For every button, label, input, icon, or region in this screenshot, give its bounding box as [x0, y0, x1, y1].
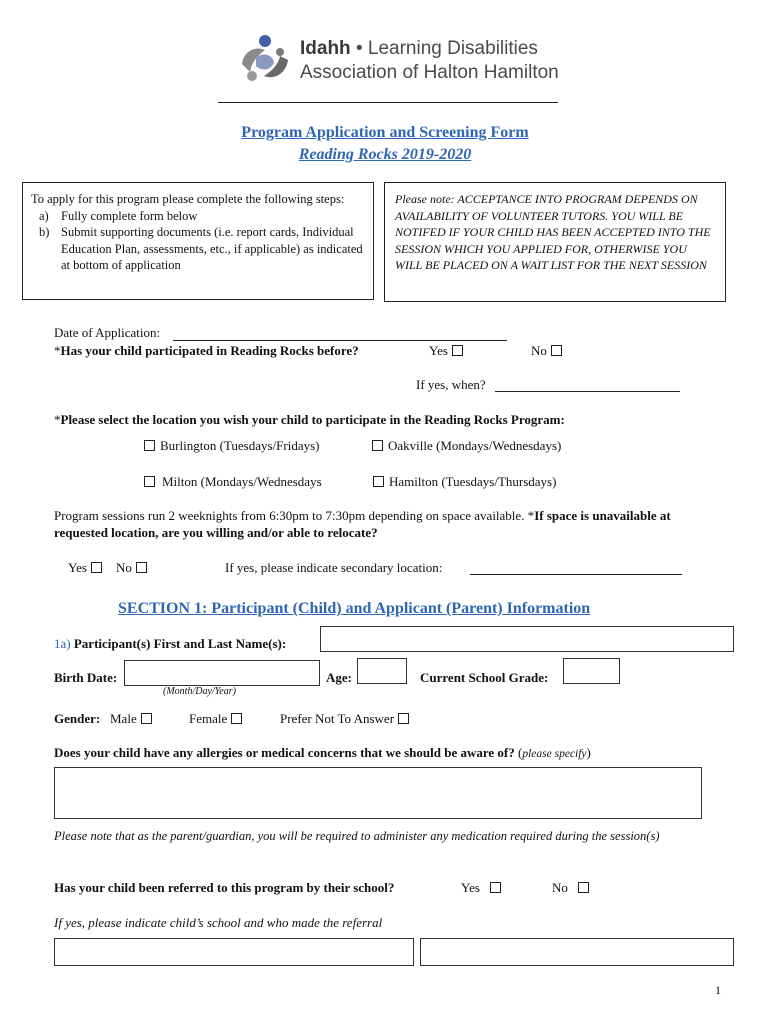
location-asterisk: * — [54, 412, 61, 427]
gender-female-checkbox[interactable] — [231, 713, 242, 724]
org-name-rest: • Learning Disabilities — [355, 38, 538, 59]
gender-male — [110, 711, 152, 727]
location-option-hamilton[interactable] — [373, 474, 556, 490]
org-name-bold: Idahh — [300, 38, 351, 59]
medication-note: Please note that as the parent/guardian, you will be required to administer any medication required during the session(s) — [54, 829, 660, 843]
referred-question: Has your child been referred to this program by their school? — [54, 880, 395, 895]
logo-icon — [234, 32, 296, 88]
sessions-text: Program sessions run 2 weeknights from 6:30pm to 7:30pm depending on space available. * — [54, 508, 535, 523]
participated-no-label: No — [531, 343, 547, 358]
location-option-oakville[interactable] — [372, 438, 561, 454]
referral-school-input[interactable] — [54, 938, 414, 966]
referred-no-label: No — [552, 880, 568, 895]
notice-box — [384, 182, 726, 302]
secondary-location-label: If yes, please indicate secondary location: — [225, 560, 443, 575]
allergy-question-text: Does your child have any allergies or medical concerns that we should be aware of? — [54, 745, 515, 760]
referred-yes-checkbox[interactable] — [490, 882, 501, 893]
age-input[interactable] — [357, 658, 407, 684]
step-b-marker: b) — [39, 225, 50, 239]
milton-checkbox[interactable] — [144, 476, 155, 487]
instructions-step-b — [31, 224, 365, 274]
referred-no-checkbox[interactable] — [578, 882, 589, 893]
org-name-line1 — [300, 38, 538, 60]
school-grade-label: Current School Grade: — [420, 670, 549, 685]
org-name-line2: Association of Halton Hamilton — [300, 62, 559, 83]
step-a-marker: a) — [39, 208, 49, 223]
participant-name-label: Participant(s) First and Last Name(s): — [73, 636, 287, 651]
relocate-yes-checkbox[interactable] — [91, 562, 102, 573]
if-yes-when-field[interactable] — [495, 391, 680, 392]
location-option-milton[interactable] — [144, 474, 322, 490]
gender-label: Gender: — [54, 711, 101, 726]
logo — [234, 32, 296, 88]
burlington-checkbox[interactable] — [144, 440, 155, 451]
referred-yes-label: Yes — [461, 880, 480, 895]
relocate-no — [116, 560, 147, 576]
relocate-question: If space is unavailable at requested location, are you willing and/or able to relocate? — [54, 508, 671, 540]
location-prompt — [54, 412, 565, 428]
hamilton-checkbox[interactable] — [373, 476, 384, 487]
allergy-input[interactable] — [54, 767, 702, 819]
school-grade-input[interactable] — [563, 658, 620, 684]
referred-yes — [461, 880, 501, 896]
gender-male-label: Male — [110, 711, 137, 726]
secondary-location-field[interactable] — [470, 574, 682, 575]
relocate-no-label: No — [116, 560, 132, 575]
birth-date-hint: (Month/Day/Year) — [163, 686, 236, 697]
referred-no — [552, 880, 589, 896]
sessions-paragraph — [54, 508, 694, 541]
participated-no — [531, 343, 562, 359]
step-a-text: Fully complete form below — [61, 208, 198, 223]
birth-date-label: Birth Date: — [54, 670, 118, 685]
oakville-label: Oakville (Mondays/Wednesdays) — [388, 438, 562, 453]
birth-date-input[interactable] — [124, 660, 320, 686]
allergy-close-paren: ) — [586, 745, 591, 760]
participated-asterisk: * — [54, 343, 61, 358]
hamilton-label: Hamilton (Tuesdays/Thursdays) — [389, 474, 557, 489]
allergy-hint: please specify — [522, 748, 587, 760]
instructions-box — [22, 182, 374, 300]
participated-question — [54, 343, 359, 359]
participant-name-input[interactable] — [320, 626, 734, 652]
participated-yes-checkbox[interactable] — [452, 345, 463, 356]
notice-text: Please note: ACCEPTANCE INTO PROGRAM DEPENDS ON AVAILABILITY OF VOLUNTEER TUTORS. YOU WILL BE NOTIFED IF YOUR CHILD HAS BEEN ACCEPTED INTO THE SESSION WHICH YOU APPLIED FOR, OTHERWISE YOU WILL BE PLACED ON A WAIT LIST FOR THE NEXT SESSION — [395, 192, 711, 272]
participated-yes-label: Yes — [429, 343, 448, 358]
section1-heading: SECTION 1: Participant (Child) and Applicant (Parent) Information — [118, 600, 591, 617]
participated-label: Has your child participated in Reading Rocks before? — [60, 343, 359, 358]
gender-male-checkbox[interactable] — [141, 713, 152, 724]
relocate-yes-label: Yes — [68, 560, 87, 575]
instructions-step-a — [31, 208, 365, 225]
gender-prefer-checkbox[interactable] — [398, 713, 409, 724]
referral-person-input[interactable] — [420, 938, 734, 966]
step-b-text: Submit supporting documents (i.e. report cards, Individual Education Plan, assessments, etc., if applicable) as indicated at bottom of application — [61, 225, 363, 272]
if-yes-when-label: If yes, when? — [416, 377, 486, 392]
burlington-label: Burlington (Tuesdays/Fridays) — [160, 438, 320, 453]
gender-female-label: Female — [189, 711, 228, 726]
location-option-burlington[interactable] — [144, 438, 320, 454]
allergy-question — [54, 745, 591, 761]
form-subtitle: Reading Rocks 2019-2020 — [298, 146, 472, 163]
oakville-checkbox[interactable] — [372, 440, 383, 451]
age-label: Age: — [326, 670, 352, 685]
date-of-application-field[interactable] — [173, 340, 507, 341]
date-of-application-label: Date of Application: — [54, 325, 161, 340]
milton-label: Milton (Mondays/Wednesdays — [162, 474, 322, 489]
relocate-no-checkbox[interactable] — [136, 562, 147, 573]
participant-name-question — [54, 636, 286, 652]
instructions-intro: To apply for this program please complete the following steps: — [31, 192, 345, 206]
allergy-open-paren: ( — [518, 745, 523, 760]
header-rule — [218, 102, 558, 103]
page-number: 1 — [715, 983, 721, 997]
gender-female — [189, 711, 242, 727]
participated-yes — [429, 343, 463, 359]
participated-no-checkbox[interactable] — [551, 345, 562, 356]
gender-prefer-not — [280, 711, 409, 727]
referral-note: If yes, please indicate child’s school and who made the referral — [54, 915, 383, 930]
relocate-yes — [68, 560, 102, 576]
gender-prefer-label: Prefer Not To Answer — [280, 711, 395, 726]
location-prompt-text: Please select the location you wish your child to participate in the Reading Rocks Program: — [60, 412, 565, 427]
q1a-number: 1a) — [54, 636, 71, 651]
form-title: Program Application and Screening Form — [241, 124, 529, 141]
